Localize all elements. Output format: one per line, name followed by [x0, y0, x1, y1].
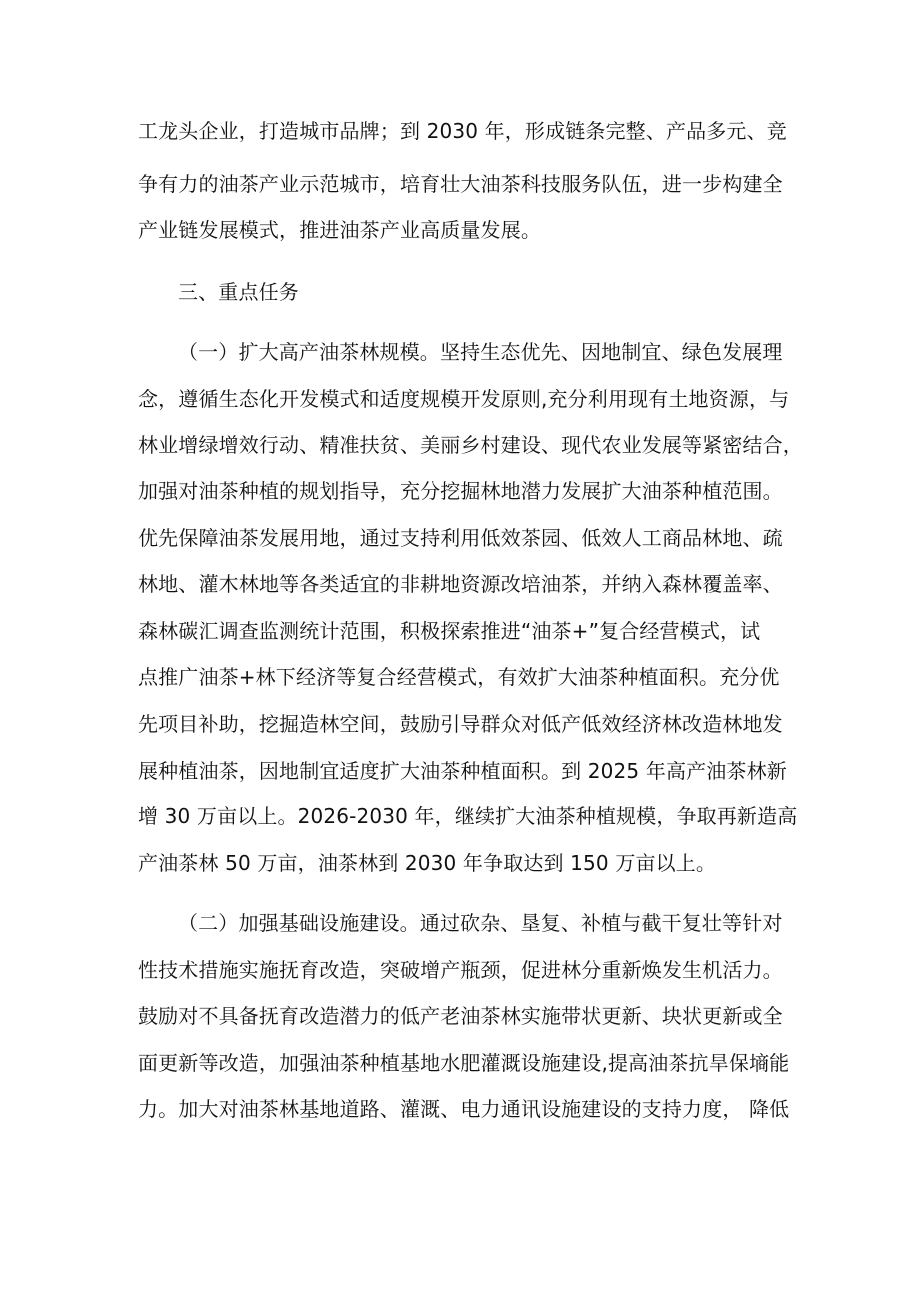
intro-line-2: 争有力的油茶产业示范城市，培育壮大油茶科技服务队伍，进一步构建全	[138, 172, 783, 196]
task-1-line-2: 念，遵循生态化开发模式和适度规模开发原则,充分利用现有土地资源，与	[138, 387, 790, 411]
task-2-line-2: 性技术措施实施抚育改造，突破增产瓶颈，促进林分重新焕发生机活力。	[138, 958, 783, 982]
intro-line-1: 工龙头企业，打造城市品牌；到 2030 年，形成链条完整、产品多元、竞	[138, 119, 787, 143]
task-1-line-11: 增 30 万亩以上。2026-2030 年，继续扩大油茶种植规模，争取再新造高	[138, 804, 798, 828]
task-1-line-9: 先项目补助，挖掘造林空间，鼓励引导群众对低产低效经济林改造林地发	[138, 712, 783, 736]
task-2-line-5: 力。加大对油茶林基地道路、灌溉、电力通讯设施建设的支持力度， 降低	[138, 1097, 790, 1121]
task-1-line-1: （一）扩大高产油茶林规模。坚持生态优先、因地制宜、绿色发展理	[178, 340, 783, 364]
task-1-line-4: 加强对油茶种植的规划指导，充分挖掘林地潜力发展扩大油茶种植范围。	[138, 479, 783, 503]
intro-line-3: 产业链发展模式，推进油茶产业高质量发展。	[138, 218, 541, 242]
task-1-line-3: 林业增绿增效行动、精准扶贫、美丽乡村建设、现代农业发展等紧密结合，	[138, 433, 803, 457]
section-heading: 三、重点任务	[178, 280, 299, 304]
task-2-line-1: （二）加强基础设施建设。通过砍杂、垦复、补植与截干复壮等针对	[178, 911, 783, 935]
task-2-line-4: 面更新等改造，加强油茶种植基地水肥灌溉设施建设,提高油茶抗旱保墒能	[138, 1051, 790, 1075]
task-1-line-6: 林地、灌木林地等各类适宜的非耕地资源改培油茶，并纳入森林覆盖率、	[138, 572, 783, 596]
task-1-line-12: 产油茶林 50 万亩，油茶林到 2030 年争取达到 150 万亩以上。	[138, 851, 717, 875]
task-1-line-5: 优先保障油茶发展用地，通过支持利用低效茶园、低效人工商品林地、疏	[138, 526, 783, 550]
task-1-line-10: 展种植油茶，因地制宜适度扩大油茶种植面积。到 2025 年高产油茶林新	[138, 759, 787, 783]
task-1-line-7: 森林碳汇调查监测统计范围，积极探索推进“油茶+”复合经营模式，试	[138, 619, 761, 643]
task-2-line-3: 鼓励对不具备抚育改造潜力的低产老油茶林实施带状更新、块状更新或全	[138, 1004, 783, 1028]
task-1-line-8: 点推广油茶+林下经济等复合经营模式，有效扩大油茶种植面积。充分优	[138, 665, 780, 689]
